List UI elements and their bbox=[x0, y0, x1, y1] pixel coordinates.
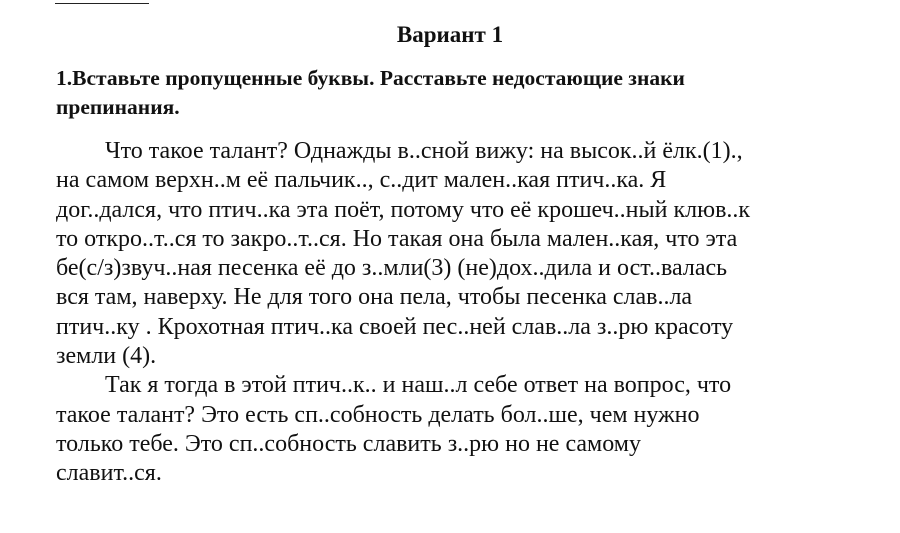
variant-title: Вариант 1 bbox=[396, 22, 504, 47]
task-line: препинания. bbox=[56, 95, 180, 119]
passage-line: Что такое талант? Однажды в..сной вижу: на высок..й ёлк.(1)., bbox=[105, 138, 743, 164]
passage-line: такое талант? Это есть сп..собность делать бол..ше, чем нужно bbox=[56, 401, 700, 428]
task-instruction bbox=[56, 64, 876, 122]
passage-line: на самом верхн..м её пальчик.., с..дит мален..кая птич..ка. Я bbox=[56, 167, 667, 194]
passage-line: славит..ся. bbox=[56, 460, 162, 487]
passage-text bbox=[56, 137, 846, 489]
passage-line: вся там, наверху. Не для того она пела, чтобы песенка слав..ла bbox=[56, 284, 693, 311]
passage-line: только тебе. Это сп..собность славить з..рю но не самому bbox=[56, 430, 641, 457]
task-line: 1.Вставьте пропущенные буквы. Расставьте недостающие знаки bbox=[56, 66, 685, 90]
passage-line: дог..дался, что птич..ка эта поёт, потому что её крошеч..ный клюв..к bbox=[56, 196, 751, 223]
passage-line: то откро..т..ся то закро..т..ся. Но такая она была мален..кая, что эта bbox=[56, 225, 738, 252]
passage-line: бе(с/з)звуч..ная песенка её до з..мли(3) (не)дох..дила и ост..валась bbox=[56, 255, 728, 282]
passage-line: земли (4). bbox=[56, 343, 157, 370]
passage-line: птич..ку . Крохотная птич..ка своей пес..ней слав..ла з..рю красоту bbox=[56, 313, 734, 340]
top-rule bbox=[55, 3, 149, 4]
passage-line: Так я тогда в этой птич..к.. и наш..л себе ответ на вопрос, что bbox=[105, 372, 732, 399]
